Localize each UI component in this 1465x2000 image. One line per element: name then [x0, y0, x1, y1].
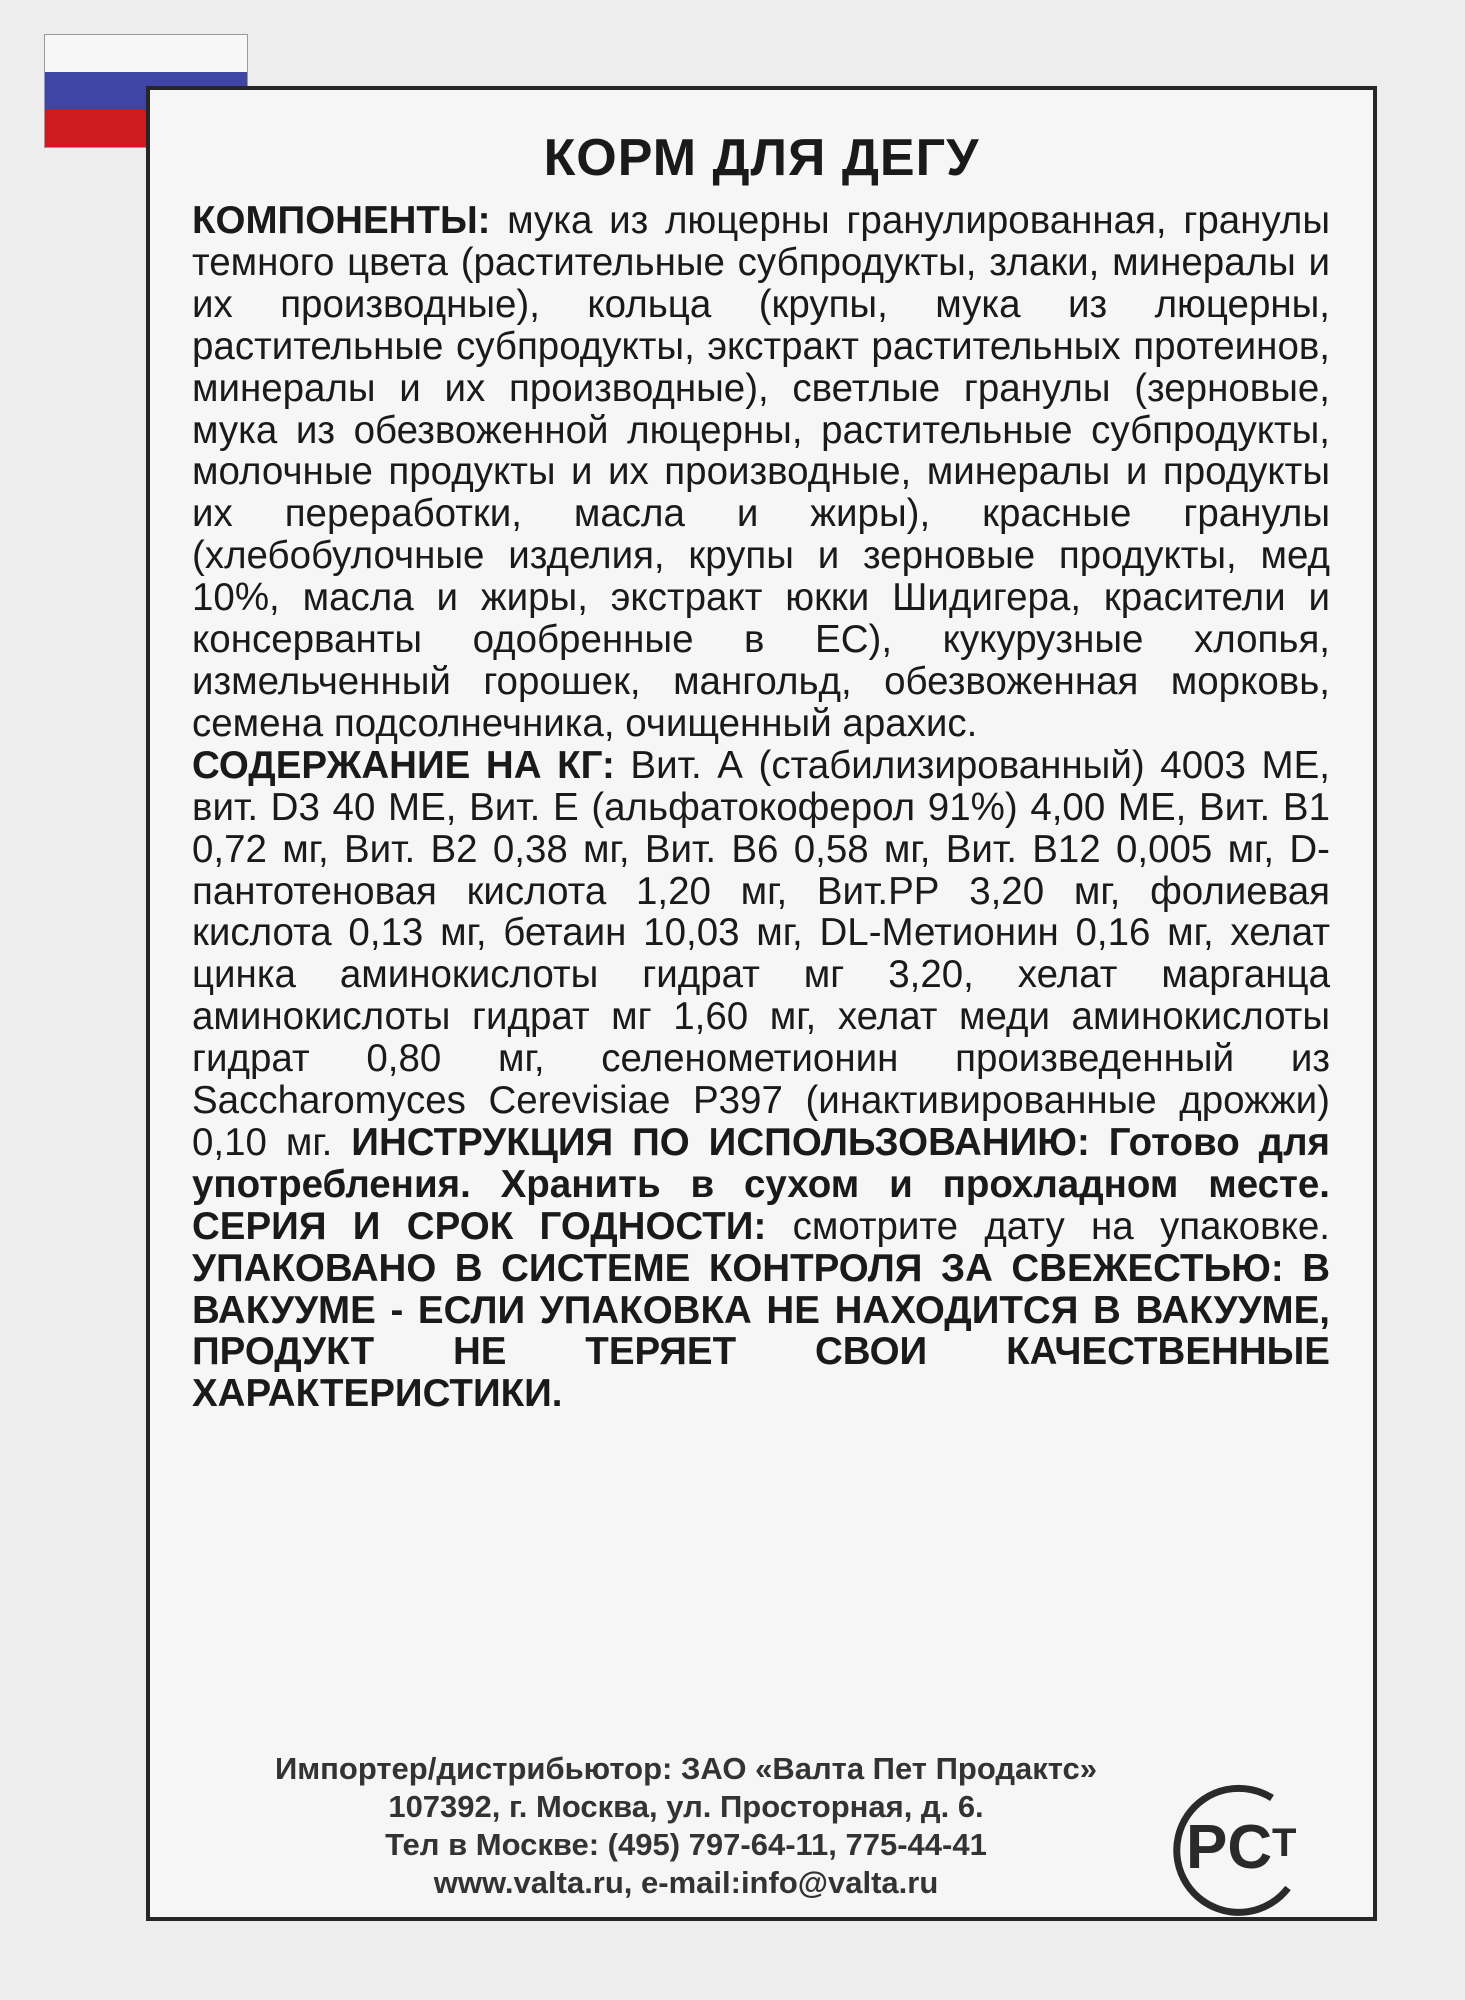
web-line: www.valta.ru, e-mail:info@valta.ru — [433, 1865, 939, 1900]
address-line: 107392, г. Москва, ул. Просторная, д. 6. — [388, 1789, 984, 1824]
importer-line: Импортер/дистрибьютор: ЗАО «Валта Пет Продактс» — [274, 1751, 1098, 1786]
components-text: мука из люцерны гранулированная, гранулы темного цвета (растительные субпродукты, злаки, минералы и их производные), кольца (крупы, мука из люцерны, растительные субпродукты, экстракт растительных протеинов, минералы и их производные), светлые гранулы (зерновые, мука из обезвоженной люцерны, растительные субпродукты, молочные продукты и их производные, минералы и продукты их переработки, масла и жиры), красные гранулы (хлебобулочные изделия, крупы и зерновые продукты, мед 10%, масла и жиры, экстракт юкки Шидигера, красители и консерванты одобренные в ЕС), кукурузные хлопья, измельченный горошек, мангольд, обезвоженная морковь, семена подсолнечника, очищенный арахис. — [192, 199, 1330, 745]
rst-certification-mark-icon — [1160, 1770, 1320, 1920]
content-text: Вит. А (стабилизированный) 4003 МЕ, вит. D3 40 МЕ, Вит. Е (альфатокоферол 91%) 4,00 МЕ, Вит. В1 0,72 мг, Вит. В2 0,38 мг, Вит. В6 0,58 мг, Вит. В12 0,005 мг, D-пантотеновая кислота 1,20 мг, Вит.РР 3,20 мг, фолиевая кислота 0,13 мг, бетаин 10,03 мг, DL-Метионин 0,16 мг, хелат цинка аминокислоты гидрат мг 3,20, хелат марганца аминокислоты гидрат мг 1,60 мг, хелат меди аминокислоты гидрат 0,80 мг, селенометионин произведенный из Saccharomyces Cerevisiae P397 (инактивированные дрожжи) 0,10 мг. — [192, 743, 1330, 1164]
instructions-text: Готово для употребления. Хранить в сухом и прохладном месте. — [192, 1120, 1331, 1206]
importer-info — [146, 1750, 1226, 1902]
shelf-life-label: СЕРИЯ И СРОК ГОДНОСТИ: — [192, 1204, 767, 1248]
instructions-label: ИНСТРУКЦИЯ ПО ИСПОЛЬЗОВАНИЮ: — [332, 1120, 1090, 1164]
packaging-text: УПАКОВАНО В СИСТЕМЕ КОНТРОЛЯ ЗА СВЕЖЕСТЬЮ: В ВАКУУМЕ - ЕСЛИ УПАКОВКА НЕ НАХОДИТСЯ В ВАКУУМЕ, ПРОДУКТ НЕ ТЕРЯЕТ СВОИ КАЧЕСТВЕННЫЕ ХАРАКТЕРИСТИКИ. — [192, 1246, 1330, 1416]
svg-text:T: T — [1272, 1821, 1297, 1865]
shelf-life-text: смотрите дату на упаковке. — [766, 1204, 1330, 1248]
product-title: КОРМ ДЛЯ ДЕГУ — [543, 129, 980, 187]
components-label: КОМПОНЕНТЫ: — [192, 199, 491, 242]
flag-white-stripe — [45, 35, 247, 72]
content-label: СОДЕРЖАНИЕ НА КГ: — [192, 743, 615, 787]
svg-text:PC: PC — [1186, 1813, 1273, 1882]
label-body — [192, 200, 1330, 1415]
phone-line: Тел в Москве: (495) 797-64-11, 775-44-41 — [385, 1827, 987, 1862]
